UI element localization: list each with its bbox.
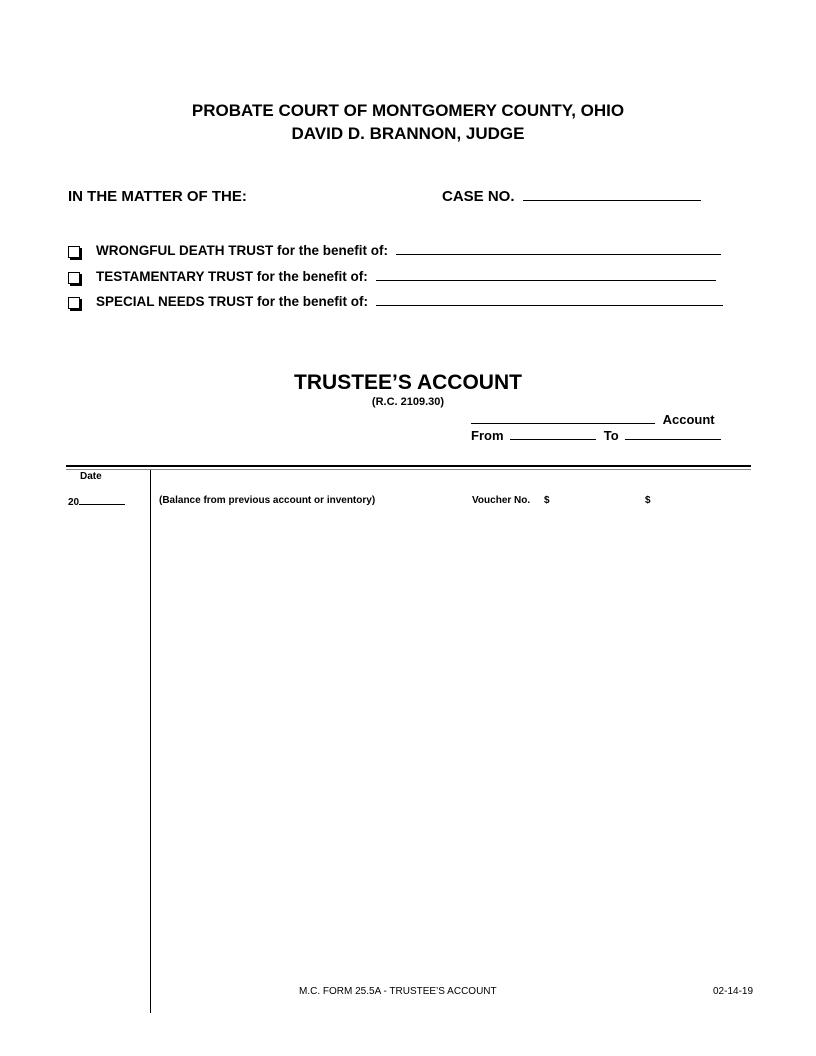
matter-label: IN THE MATTER OF THE: [68,188,247,205]
currency-column-1: $ [544,495,550,506]
statute-reference: (R.C. 2109.30) [371,396,445,408]
form-title: TRUSTEE’S ACCOUNT [294,371,522,394]
from-date-field[interactable] [510,427,596,440]
form-revision-date: 02-14-19 [713,986,754,997]
judge-name: DAVID D. BRANNON, JUDGE [291,124,525,143]
period-row [471,427,721,443]
to-date-field[interactable] [625,427,721,440]
case-number-label: CASE NO. [442,188,515,205]
case-number-row [442,188,701,205]
year-row [68,495,125,508]
testamentary-trust-label: TESTAMENTARY TRUST for the benefit of: [96,269,368,284]
year-prefix: 20 [68,497,80,508]
wrongful-death-trust-label: WRONGFUL DEATH TRUST for the benefit of: [96,243,388,258]
special-needs-beneficiary-field[interactable] [376,293,723,306]
case-number-field[interactable] [523,188,701,201]
voucher-label: Voucher No. [472,495,531,506]
account-number-field[interactable] [471,411,655,424]
special-needs-trust-row [96,293,723,309]
currency-column-2: $ [645,495,651,506]
wrongful-death-trust-row [96,242,721,258]
from-label: From [471,428,504,443]
wrongful-death-trust-checkbox[interactable] [68,246,80,258]
testamentary-trust-checkbox[interactable] [68,272,80,284]
ledger-top-rule-thin [66,469,751,470]
ledger-top-rule [66,465,751,467]
special-needs-trust-checkbox[interactable] [68,297,80,309]
testamentary-beneficiary-field[interactable] [376,268,716,281]
testamentary-trust-row [96,268,716,284]
special-needs-trust-label: SPECIAL NEEDS TRUST for the benefit of: [96,294,369,309]
wrongful-death-beneficiary-field[interactable] [396,242,721,255]
court-name: PROBATE COURT OF MONTGOMERY COUNTY, OHIO [191,101,625,120]
account-label: Account [662,412,715,427]
to-label: To [603,428,619,443]
date-column-header: Date [80,471,102,482]
date-column-divider [150,470,151,1013]
year-field[interactable] [79,495,125,505]
account-row [471,411,715,427]
form-identifier: M.C. FORM 25.5A - TRUSTEE’S ACCOUNT [299,986,497,997]
balance-description: (Balance from previous account or inventory) [159,495,376,506]
